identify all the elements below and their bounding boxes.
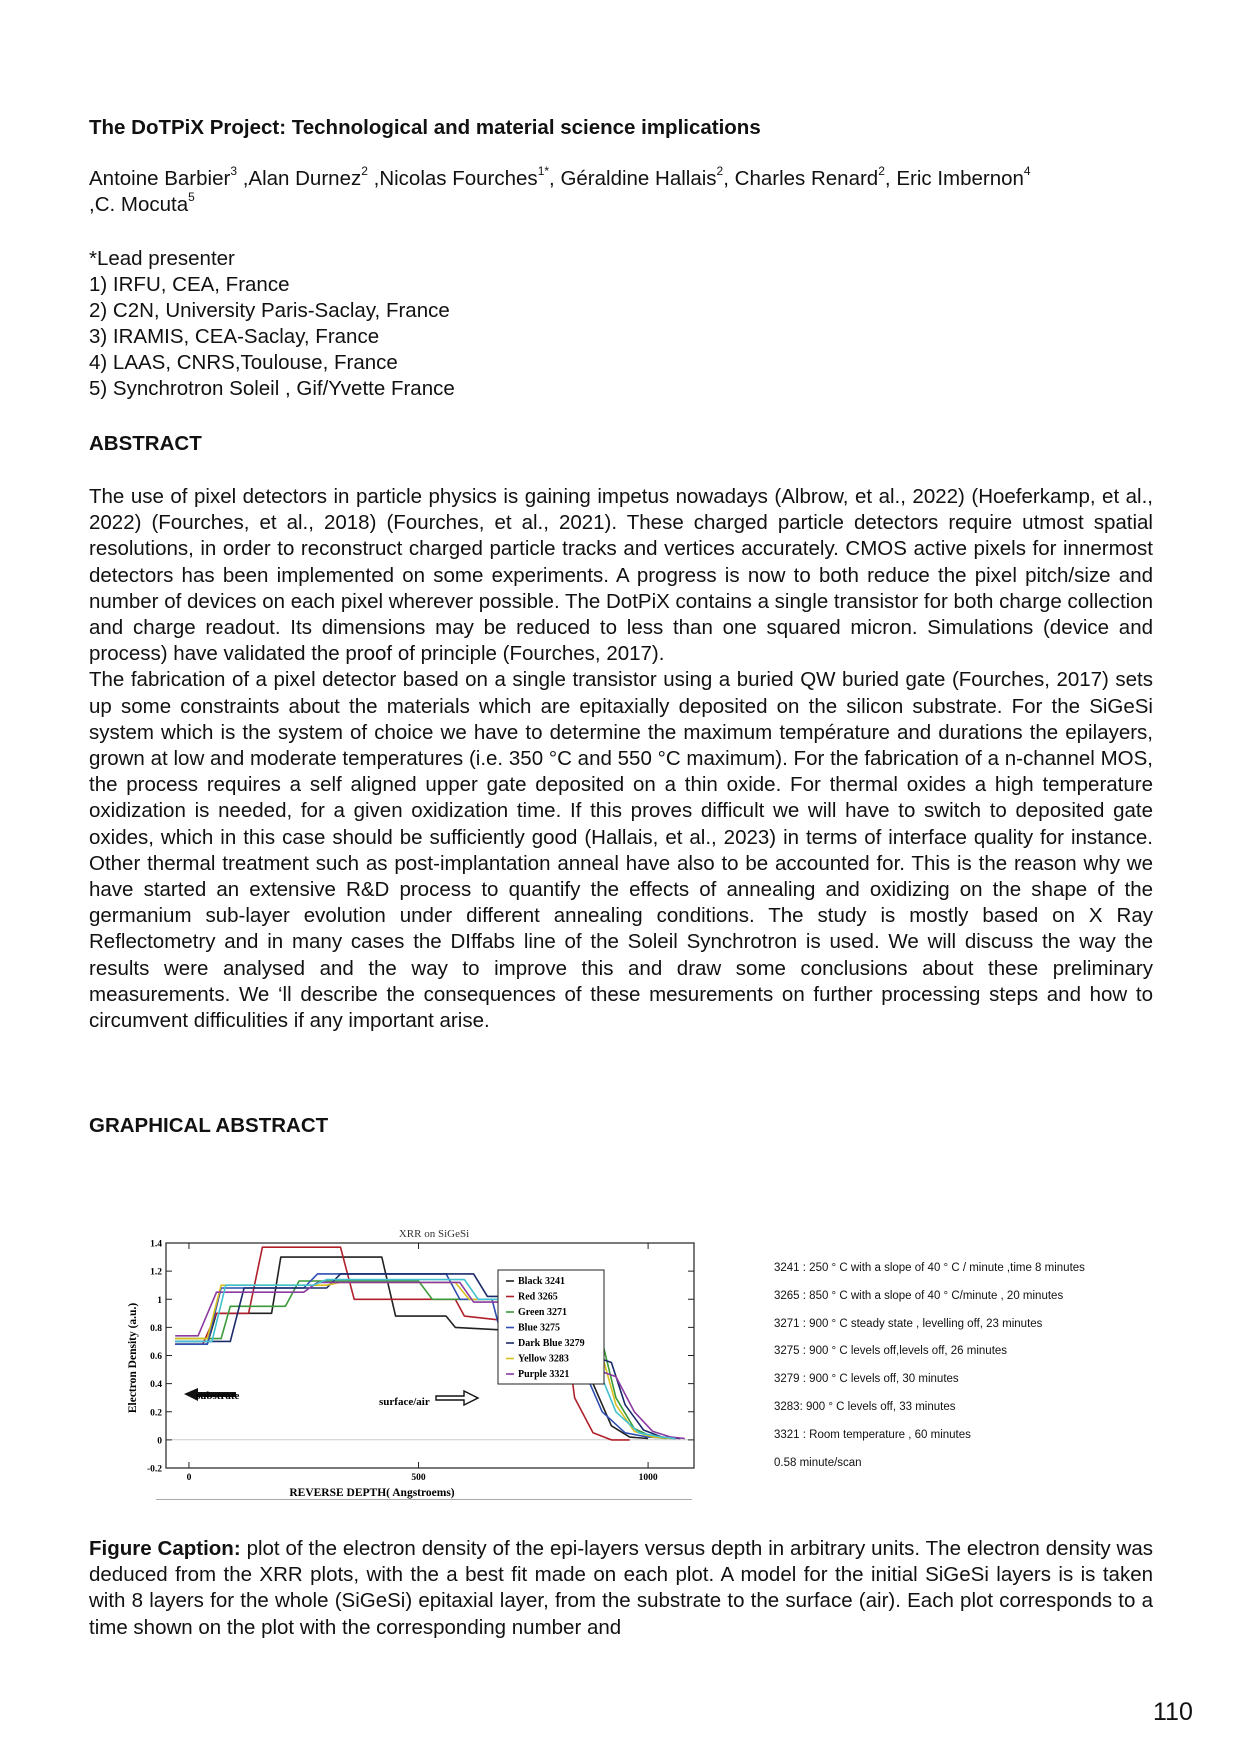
y-tick-label: 0.6 [150,1352,162,1362]
surface-arrow-icon [436,1391,478,1405]
paper-title: The DoTPiX Project: Technological and material science implications [89,116,761,139]
author-name: Charles Renard [734,167,879,190]
page-number: 110 [1153,1698,1193,1726]
legend-entry: Green 3271 [518,1307,567,1318]
chart-legend [184,1270,604,1405]
affiliation: 2) C2N, University Paris-Saclay, France [89,299,450,322]
affiliations [89,246,455,402]
author-affil: 2 [361,164,368,179]
author-affil: 4 [1023,164,1031,179]
chart-axes [147,1240,694,1501]
y-tick-label: 0.4 [150,1380,162,1391]
x-tick-label: 500 [411,1473,426,1483]
legend-entry: Dark Blue 3279 [518,1338,585,1349]
legend-entry: Yellow 3283 [518,1353,569,1365]
y-tick-label: -0.2 [146,1464,162,1475]
author-affil: 3 [230,164,237,179]
affiliation: 1) IRFU, CEA, France [89,273,290,296]
author-list [89,166,1153,218]
condition-item: 3321 : Room temperature , 60 minutes [774,1428,971,1441]
condition-item: 3265 : 850 ° C with a slope of 40 ° C/minute , 20 minutes [774,1289,1064,1302]
author-sep: , [89,193,95,216]
author-name: Alan Durnez [248,167,362,190]
author-name: Nicolas Fourches [379,167,538,190]
author-sep: , [884,167,897,190]
caption-text: plot of the electron density of the epi-layers versus depth in arbitrary units. The electron density was deduced from the XRR plots, with the a best fit made on each plot. A model for the initial SiGeSi layers is is taken with 8 layers for the whole (SiGeSi) epitaxial layer, from the substrate to the surface (air). Each plot corresponds to a time shown on the plot with the corresponding number and [89,1537,1153,1639]
condition-item: 3279 : 900 ° C levels off, 30 minutes [774,1373,959,1386]
legend-entry: Red 3265 [518,1291,558,1303]
conditions-list [774,1262,1154,1484]
abstract-paragraph: The use of pixel detectors in particle physics is gaining impetus nowadays (Albrow, et al., 2022) (Hoeferkamp, et al., 2022) (Fourches, et al., 2018) (Fourches, et al., 2021). These charged particle detectors require utmost spatial resolutions, in order to reconstruct charged particle tracks and vertices accurately. CMOS active pixels for innermost detectors has been implemented on some experiments. A progress is now to both reduce the pixel pitch/size and number of devices on each pixel wherever possible. The DotPiX contains a single transistor for both charge collection and charge readout. Its dimensions may be reduced to less than one squared micron. Simulations (device and process) have validated the proof of principle (Fourches, 2017). [89,485,1153,666]
lead-presenter-note: *Lead presenter [89,247,235,270]
author-name: Antoine Barbier [89,167,231,190]
condition-item: 3283: 900 ° C levels off, 33 minutes [774,1400,956,1413]
author-affil: 1* [537,164,550,179]
condition-item: 3271 : 900 ° C steady state , levelling off, 23 minutes [774,1317,1043,1330]
chart-title: XRR on SiGeSi [398,1228,470,1240]
chart-series-group [175,1247,685,1440]
author-name: Eric Imbernon [896,167,1024,190]
affiliation: 5) Synchrotron Soleil , Gif/Yvette France [89,377,455,400]
author-name: C. Mocuta [94,193,189,216]
author-sep: , [723,167,735,190]
x-tick-label: 1000 [638,1473,658,1483]
legend-entry: Purple 3321 [518,1369,570,1380]
abstract-heading: ABSTRACT [89,432,202,455]
y-tick-label: 1.2 [150,1267,162,1278]
y-tick-label: 0 [157,1436,162,1447]
affiliation: 3) IRAMIS, CEA-Saclay, France [89,325,380,348]
x-tick-label: 0 [186,1473,192,1483]
affiliation: 4) LAAS, CNRS,Toulouse, France [89,351,398,374]
author-sep: , [367,167,380,190]
abstract-paragraph: The fabrication of a pixel detector based on a single transistor using a buried QW buried gate (Fourches, 2017) sets up some constraints about the materials which are epitaxially deposited on the silicon substrate. For the SiGeSi system which is the system of choice we have to determine the maximum température and durations the epilayers, grown at low and moderate temperatures (i.e. 350 °C and 550 °C maximum). For the fabrication of a n-channel MOS, the process requires a self aligned upper gate deposited on a thin oxide. For thermal oxides a high temperature oxidization is needed, for a given oxidization time. If this proves difficult we will have to switch to deposited gate oxides, which in this case should be sufficiently good (Hallais, et al., 2023) in terms of interface quality for instance. Other thermal treatment such as post-implantation anneal have also to be accounted for. This is the reason why we have started an extensive R&D process to quantify the effects of annealing and oxidizing on the shape of the germanium sub-layer evolution under different annealing conditions. The study is mostly based on X Ray Reflectometry and in many cases the DIffabs line of the Soleil Synchrotron is used. We will discuss the way the results were analysed and the way to improve this and draw some conclusions about these preliminary measurements. We ‘ll describe the consequences of these mesurements on further processing steps and how to circumvent difficulities if any important arise. [89,668,1153,1033]
y-tick-label: 1.4 [150,1239,162,1250]
condition-item: 0.58 minute/scan [774,1456,862,1469]
plot-frame [166,1243,694,1468]
annotation-substrate: substrate [196,1390,240,1402]
author-affil: 2 [878,164,885,179]
author-sep: , [237,167,249,190]
condition-item: 3275 : 900 ° C levels off,levels off, 26 minutes [774,1345,1008,1358]
author-affil: 5 [188,190,195,205]
figure-caption [89,1536,1153,1641]
annotation-surface: surface/air [379,1396,430,1408]
condition-item: 3241 : 250 ° C with a slope of 40 ° C / minute ,time 8 minutes [774,1262,1085,1274]
y-tick-label: 0.8 [150,1323,162,1334]
author-sep: , [549,167,561,190]
legend-entry: Blue 3275 [518,1322,560,1334]
author-name: Géraldine Hallais [560,167,717,190]
graphical-abstract-heading: GRAPHICAL ABSTRACT [89,1114,329,1137]
xrr-chart [124,1228,704,1500]
y-tick-label: 0.2 [150,1408,162,1419]
author-affil: 2 [716,164,724,179]
y-axis-label: Electron Density (a.u.) [127,1302,139,1414]
x-axis-label: REVERSE DEPTH( Angstroems) [289,1487,455,1499]
legend-entry: Black 3241 [518,1276,565,1287]
caption-label: Figure Caption: [89,1537,241,1560]
abstract-body [89,484,1153,1034]
y-tick-label: 1 [157,1295,162,1306]
